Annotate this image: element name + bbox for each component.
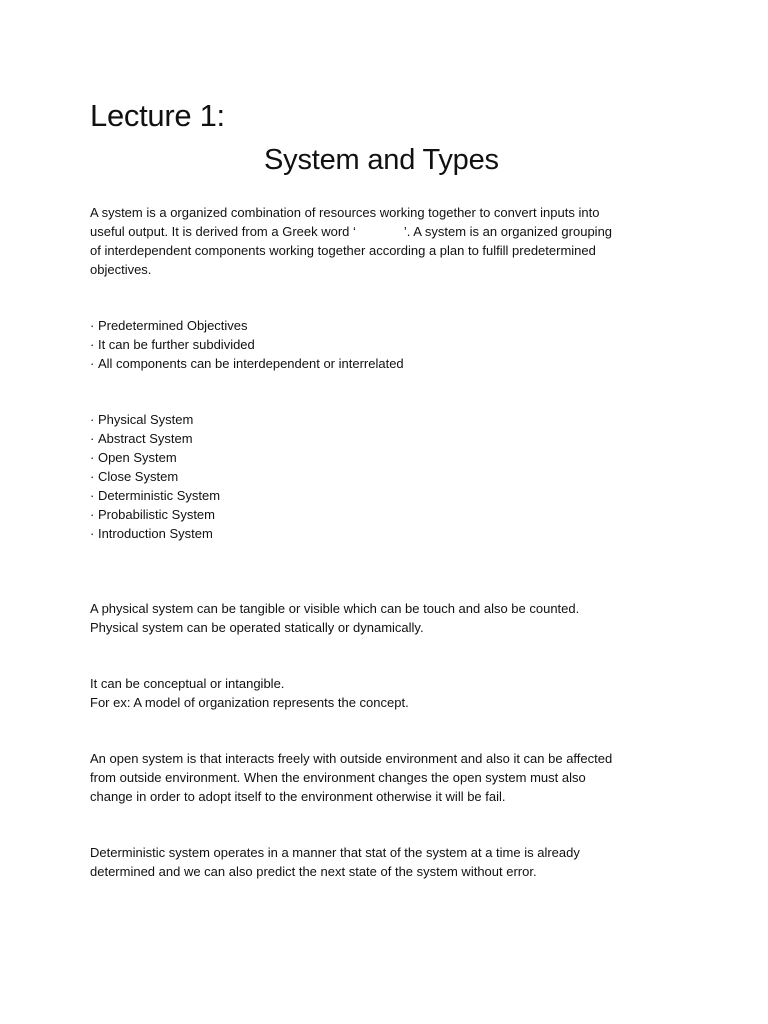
list-item: · All components can be interdependent or interrelated xyxy=(90,354,620,373)
abstract-example-line: For ex: A model of organization represents the concept. xyxy=(90,695,409,710)
list-item: · Probabilistic System xyxy=(90,505,620,524)
open-system-paragraph: An open system is that interacts freely with outside environment and also it can be affected from outside environment. When the environment changes the open system must also change in order to adopt itself to the environment otherwise it will be fail. xyxy=(90,751,613,804)
list-item: · Deterministic System xyxy=(90,486,620,505)
list-item: · Introduction System xyxy=(90,524,620,543)
document-title: System and Types xyxy=(264,144,499,176)
abstract-system-paragraph xyxy=(90,674,620,712)
list-item: · Physical System xyxy=(90,410,620,429)
list-item: · Predetermined Objectives xyxy=(90,316,620,335)
system-types-list xyxy=(90,410,620,543)
abstract-line: It can be conceptual or intangible. xyxy=(90,676,285,691)
intro-text-before-quote: A system is a organized combination of resources working together to convert inputs into useful output. It is derived from a Greek word ‘ xyxy=(90,205,600,239)
list-item: · Abstract System xyxy=(90,429,620,448)
intro-text-after-quote: ’. A system is an organized grouping of interdependent components working together according a plan to fulfill predetermined objectives. xyxy=(90,224,613,277)
lecture-heading: Lecture 1: xyxy=(90,98,225,133)
intro-paragraph xyxy=(90,203,620,279)
deterministic-system-paragraph: Deterministic system operates in a manner that stat of the system at a time is already determined and we can also predict the next state of the system without error. xyxy=(90,845,580,879)
document-content xyxy=(90,96,620,881)
physical-system-paragraph: A physical system can be tangible or visible which can be touch and also be counted. Physical system can be operated statically or dynamically. xyxy=(90,601,580,635)
list-item: · Close System xyxy=(90,467,620,486)
list-item: · Open System xyxy=(90,448,620,467)
list-item: · It can be further subdivided xyxy=(90,335,620,354)
features-list xyxy=(90,316,620,373)
